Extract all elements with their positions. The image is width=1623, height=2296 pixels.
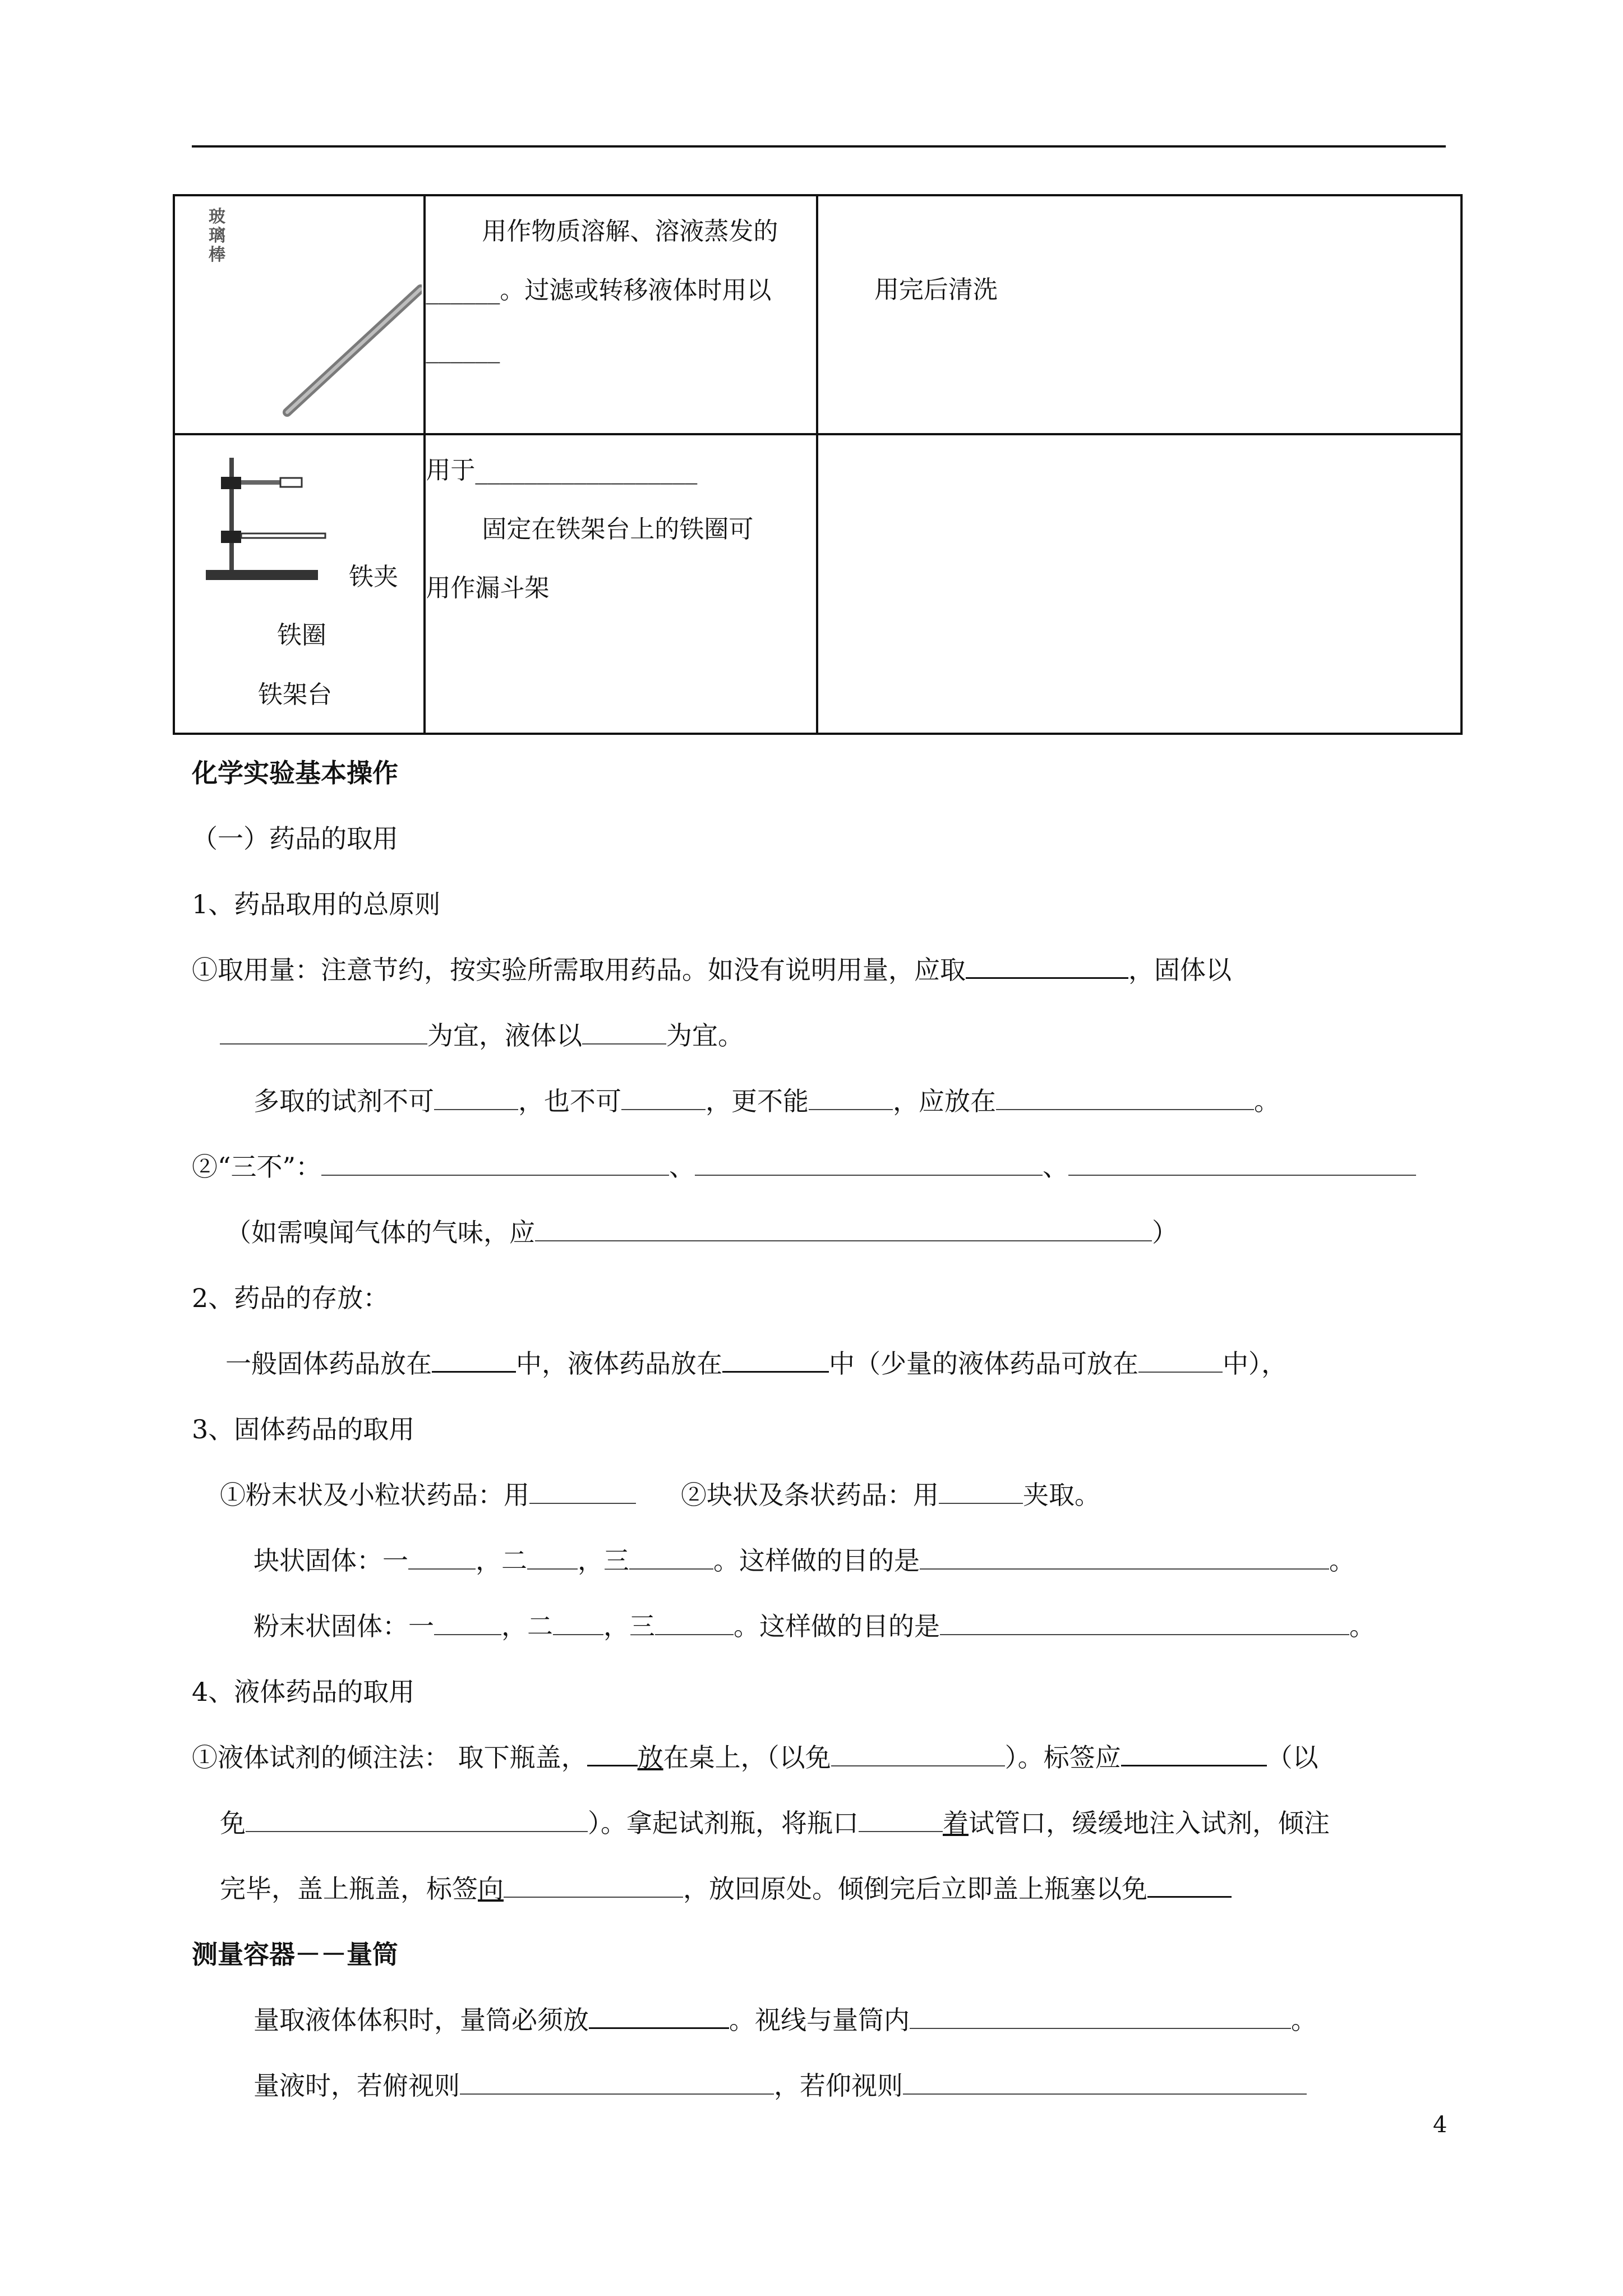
iron-ring-label: 铁圈: [277, 621, 326, 650]
answer-blank[interactable]: [434, 1615, 501, 1635]
glass-rod-label: 玻璃棒: [209, 207, 225, 265]
text-segment: 在桌上，（以免: [663, 1742, 831, 1773]
subsection-title: （一）药品的取用: [192, 823, 398, 854]
text-segment: 块状固体：一: [253, 1545, 408, 1576]
glass-rod-image-cell: [174, 195, 425, 434]
answer-blank[interactable]: [1121, 1746, 1267, 1766]
table-row: [174, 434, 1461, 734]
item-3-powder-solid-line: [192, 1594, 1470, 1659]
text-segment: ，二: [501, 1611, 553, 1641]
iron-stand-icon: [192, 447, 360, 592]
text-segment: 免: [220, 1808, 246, 1838]
item-2-title: 2、药品的存放：: [192, 1283, 389, 1313]
item-4-pour-line-3: [192, 1856, 1470, 1922]
item-1-amount-line-2: [192, 1003, 1470, 1069]
notes-text: 用完后清洗: [874, 275, 998, 304]
iron-stand-notes-cell: [817, 434, 1461, 734]
text-segment: 为宜，液体以: [427, 1020, 582, 1051]
item-4-pour-line-2: [192, 1791, 1470, 1856]
answer-blank[interactable]: [408, 1549, 476, 1570]
text-segment: 试管口，缓缓地注入试剂，倾注: [969, 1808, 1330, 1838]
section-title: 化学实验基本操作: [192, 758, 398, 788]
text-segment: 多取的试剂不可: [253, 1086, 434, 1116]
text-segment: 粉末状固体：一: [253, 1611, 434, 1641]
page-number: 4: [1433, 2112, 1447, 2138]
answer-blank[interactable]: [910, 2009, 1291, 2029]
text-segment: 。: [1329, 1545, 1355, 1576]
answer-blank[interactable]: [220, 1024, 427, 1045]
answer-blank[interactable]: [434, 1090, 518, 1110]
usage-line: 用作漏斗架: [426, 574, 550, 602]
usage-line: 固定在铁架台上的铁圈可: [482, 515, 754, 544]
answer-blank[interactable]: [859, 1812, 943, 1832]
header-rule: [192, 145, 1446, 148]
answer-blank[interactable]: [655, 1615, 734, 1635]
item-1-amount-line: [192, 937, 1470, 1003]
item-4-title: 4、液体药品的取用: [192, 1677, 415, 1707]
text-segment: ②块状及条状药品：用: [681, 1480, 939, 1510]
glass-rod-icon: [175, 196, 422, 426]
text-segment: ，放回原处。倾倒完后立即盖上瓶塞以免: [683, 1874, 1147, 1904]
answer-blank[interactable]: [535, 1221, 1152, 1241]
answer-blank[interactable]: [553, 1615, 603, 1635]
text-segment: 量液时，若俯视则: [253, 2070, 460, 2101]
usage-line: 用作物质溶解、溶液蒸发的: [482, 217, 778, 246]
answer-blank[interactable]: [722, 1352, 829, 1373]
glass-rod-notes-cell: [817, 195, 1461, 434]
text-segment: ，三: [578, 1545, 629, 1576]
item-1-three-nots-line: [192, 1134, 1470, 1200]
text-segment: ①粉末状及小粒状药品：用: [220, 1480, 529, 1510]
answer-blank[interactable]: [1147, 1877, 1232, 1898]
item-1-smell-line: [192, 1200, 1470, 1266]
answer-blank[interactable]: [1138, 1352, 1223, 1373]
text-segment: 量取液体体积时，量筒必须放: [253, 2005, 589, 2035]
answer-blank[interactable]: [527, 1549, 578, 1570]
item-3-title: 3、固体药品的取用: [192, 1414, 415, 1444]
answer-blank[interactable]: [621, 1090, 706, 1110]
text-segment: ①取用量：注意节约，按实验所需取用药品。如没有说明用量，应取: [192, 955, 966, 985]
text-segment: 。这样做的目的是: [734, 1611, 940, 1641]
text-segment: 、: [669, 1152, 695, 1182]
glass-rod-usage-cell: [425, 195, 817, 434]
text-segment: 。: [1349, 1611, 1375, 1641]
text-segment: ①液体试剂的倾注法： 取下瓶盖，: [192, 1742, 587, 1773]
answer-blank[interactable]: [966, 958, 1128, 979]
answer-blank[interactable]: [1068, 1156, 1416, 1176]
answer-blank[interactable]: [582, 1024, 666, 1045]
text-segment: ，应放在: [893, 1086, 996, 1116]
text-segment: 向: [478, 1874, 504, 1904]
answer-blank[interactable]: [939, 1484, 1023, 1504]
iron-stand-usage-cell: [425, 434, 817, 734]
iron-stand-label: 铁架台: [258, 680, 332, 709]
text-segment: ，也不可: [518, 1086, 621, 1116]
answer-blank[interactable]: [504, 1878, 683, 1898]
answer-blank[interactable]: [589, 2008, 729, 2029]
text-segment: 。: [1291, 2005, 1317, 2035]
measure-line-1: [192, 1987, 1470, 2053]
text-segment: 。这样做的目的是: [713, 1545, 920, 1576]
answer-blank[interactable]: [809, 1090, 893, 1110]
text-segment: 。视线与量筒内: [729, 2005, 910, 2035]
answer-blank[interactable]: [587, 1746, 638, 1766]
answer-blank[interactable]: [903, 2074, 1307, 2095]
answer-blank[interactable]: [695, 1156, 1043, 1176]
answer-blank[interactable]: [321, 1156, 669, 1176]
answer-blank[interactable]: [460, 2074, 774, 2095]
text-segment: ，固体以: [1128, 955, 1232, 985]
text-segment: ）。标签应: [1004, 1742, 1121, 1773]
usage-line: ______。过滤或转移液体时用以: [426, 276, 772, 305]
item-2-storage-line: [192, 1331, 1470, 1397]
text-segment: 。: [1254, 1086, 1280, 1116]
text-segment: 完毕，盖上瓶盖，标签: [220, 1874, 478, 1904]
text-segment: ）: [1152, 1217, 1178, 1248]
text-segment: 中，液体药品放在: [516, 1349, 722, 1379]
answer-blank[interactable]: [246, 1812, 588, 1832]
measure-line-2: [192, 2053, 1470, 2119]
text-segment: 放: [637, 1742, 663, 1773]
answer-blank[interactable]: [920, 1549, 1329, 1570]
item-3-lump-line: [192, 1528, 1470, 1594]
answer-blank[interactable]: [940, 1615, 1349, 1635]
text-segment: ，三: [603, 1611, 655, 1641]
text-segment: 为宜。: [666, 1020, 744, 1051]
text-segment: ，若仰视则: [774, 2070, 903, 2101]
text-segment: 夹取。: [1023, 1480, 1100, 1510]
table-row: [174, 195, 1461, 434]
text-segment: ）。拿起试剂瓶，将瓶口: [588, 1808, 859, 1838]
text-segment: ，二: [476, 1545, 527, 1576]
usage-line: ______: [426, 335, 500, 364]
text-segment: ，更不能: [706, 1086, 809, 1116]
text-segment: 、: [1043, 1152, 1069, 1182]
text-segment: 一般固体药品放在: [225, 1349, 432, 1379]
answer-blank[interactable]: [529, 1484, 636, 1504]
text-segment: 中），: [1223, 1349, 1287, 1379]
iron-clamp-label: 铁夹: [349, 563, 398, 591]
answer-blank[interactable]: [996, 1090, 1254, 1110]
text-segment: （如需嗅闻气体的气味，应: [225, 1217, 535, 1248]
worksheet-body: [192, 740, 1470, 2119]
text-segment: （以: [1266, 1742, 1318, 1773]
equipment-table: [173, 194, 1463, 735]
item-1-excess-line: [192, 1069, 1470, 1134]
text-segment: 着: [943, 1808, 969, 1838]
item-3-powder-line: [192, 1462, 1470, 1528]
item-4-pour-line-1: [192, 1725, 1470, 1791]
measure-title: 测量容器－－量筒: [192, 1939, 398, 1970]
text-segment: ②“三不”：: [192, 1152, 322, 1182]
answer-blank[interactable]: [831, 1746, 1005, 1766]
usage-line: 用于__________________: [426, 456, 698, 485]
answer-blank[interactable]: [432, 1352, 516, 1373]
text-segment: 中（少量的液体药品可放在: [829, 1349, 1138, 1379]
iron-stand-image-cell: [174, 434, 425, 734]
item-1-title: 1、药品取用的总原则: [192, 889, 441, 919]
answer-blank[interactable]: [629, 1549, 713, 1570]
